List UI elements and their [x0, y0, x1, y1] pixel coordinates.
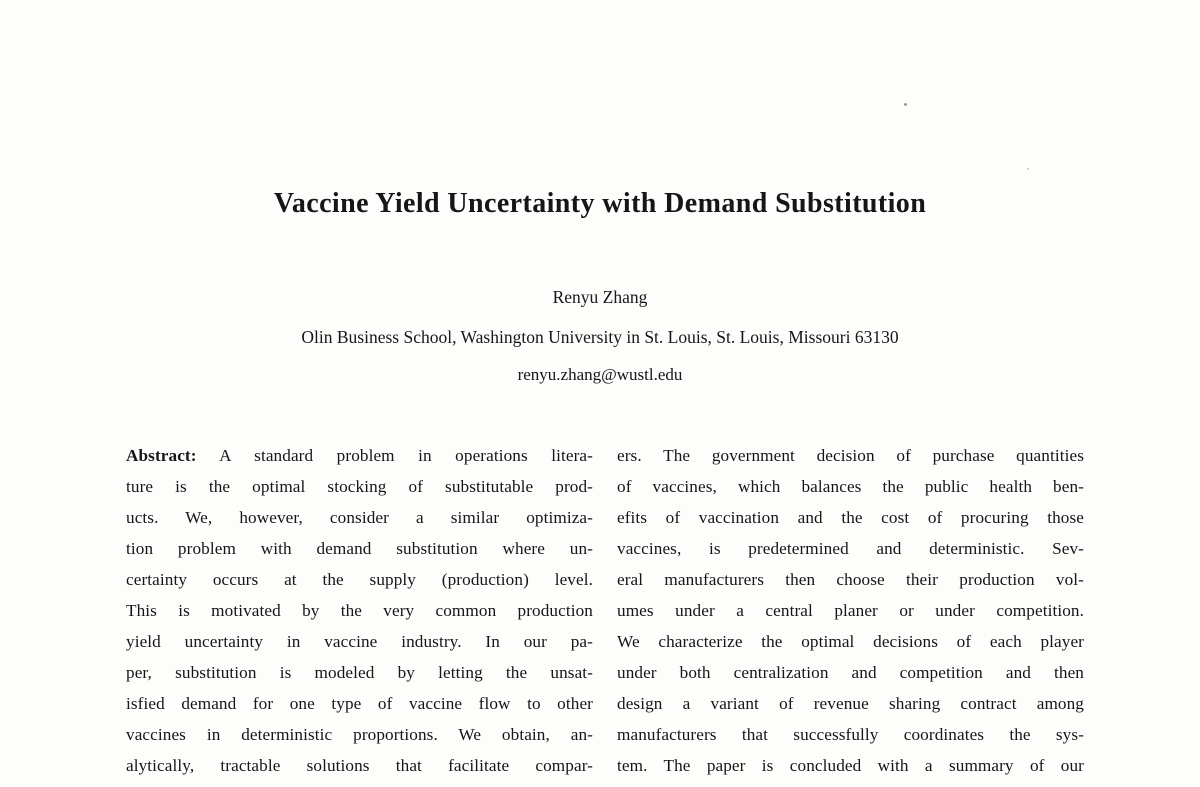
author-name: Renyu Zhang — [552, 287, 648, 307]
author-email: renyu.zhang@wustl.edu — [517, 365, 683, 384]
abstract-line: We characterize the optimal decisions of each player — [617, 632, 1084, 651]
abstract-right-lines — [617, 440, 1084, 781]
abstract-line: ucts. We, however, consider a similar optimiza- — [126, 508, 593, 527]
abstract-left-column — [126, 440, 593, 781]
abstract-line: under both centralization and competition and then — [617, 663, 1084, 682]
abstract-line: per, substitution is modeled by letting the unsat- — [126, 663, 593, 682]
abstract-first-line — [126, 440, 593, 471]
abstract-left-lines — [126, 471, 593, 781]
abstract-right-column — [617, 440, 1084, 781]
abstract-columns — [126, 440, 1084, 781]
abstract-line: eral manufacturers then choose their production vol- — [617, 570, 1084, 589]
abstract-first-line-text: A standard problem in operations litera- — [219, 446, 593, 465]
abstract-line: tem. The paper is concluded with a summary of our — [617, 756, 1084, 775]
abstract-line: certainty occurs at the supply (production) level. — [126, 570, 593, 589]
abstract-line: vaccines, is predetermined and deterministic. Sev- — [617, 539, 1084, 558]
abstract-line: alytically, tractable solutions that facilitate compar- — [126, 756, 593, 775]
abstract-line: This is motivated by the very common production — [126, 601, 593, 620]
abstract-line: manufacturers that successfully coordinates the sys- — [617, 725, 1084, 744]
abstract-line: ers. The government decision of purchase quantities — [617, 446, 1084, 465]
abstract-line: efits of vaccination and the cost of procuring those — [617, 508, 1084, 527]
scan-speck — [904, 103, 907, 106]
abstract-line: tion problem with demand substitution where un- — [126, 539, 593, 558]
scan-speck — [1027, 168, 1029, 170]
paper-title: Vaccine Yield Uncertainty with Demand Substitution — [273, 188, 927, 219]
abstract-line: isfied demand for one type of vaccine flow to other — [126, 694, 593, 713]
affiliation: Olin Business School, Washington University in St. Louis, St. Louis, Missouri 63130 — [301, 327, 899, 347]
abstract-line: ture is the optimal stocking of substitutable prod- — [126, 477, 593, 496]
abstract-line: design a variant of revenue sharing contract among — [617, 694, 1084, 713]
abstract-line: yield uncertainty in vaccine industry. In our pa- — [126, 632, 593, 651]
abstract-label: Abstract: — [126, 446, 197, 465]
abstract-line: vaccines in deterministic proportions. We obtain, an- — [126, 725, 593, 744]
abstract-line: of vaccines, which balances the public health ben- — [617, 477, 1084, 496]
abstract-line: umes under a central planer or under competition. — [617, 601, 1084, 620]
